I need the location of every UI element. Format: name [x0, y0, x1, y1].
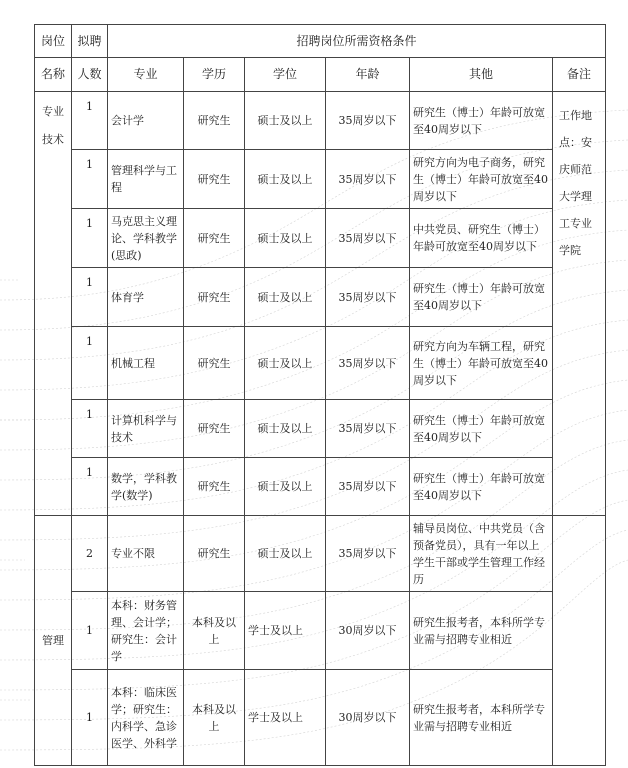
row-count: 1: [72, 268, 108, 327]
row-degree: 学士及以上: [245, 592, 326, 670]
row-education: 本科及以上: [184, 670, 245, 766]
header-count: 拟聘: [72, 25, 108, 58]
table-row: [35, 150, 606, 209]
row-age: 30周岁以下: [326, 670, 410, 766]
row-count: 1: [72, 400, 108, 458]
row-age: 35周岁以下: [326, 400, 410, 458]
row-major: 会计学: [108, 92, 184, 150]
header-count-2: 人数: [72, 58, 108, 92]
row-degree: 硕士及以上: [245, 92, 326, 150]
table-row: [35, 592, 606, 670]
group-management: 管理: [35, 516, 72, 766]
row-major: 本科：财务管理、会计学；研究生：会计学: [108, 592, 184, 670]
row-age: 35周岁以下: [326, 92, 410, 150]
header-note: 备注: [553, 58, 606, 92]
row-major: 机械工程: [108, 327, 184, 400]
row-other: 中共党员、研究生（博士）年龄可放宽至40周岁以下: [410, 209, 553, 268]
row-age: 35周岁以下: [326, 516, 410, 592]
row-other: 研究生（博士）年龄可放宽至40周岁以下: [410, 458, 553, 516]
table-row: [35, 458, 606, 516]
header-degree: 学位: [245, 58, 326, 92]
row-degree: 硕士及以上: [245, 150, 326, 209]
row-age: 35周岁以下: [326, 458, 410, 516]
row-count: 1: [72, 670, 108, 766]
table-row: [35, 268, 606, 327]
row-education: 研究生: [184, 458, 245, 516]
row-major: 管理科学与工程: [108, 150, 184, 209]
row-education: 研究生: [184, 400, 245, 458]
row-age: 35周岁以下: [326, 209, 410, 268]
row-count: 1: [72, 592, 108, 670]
row-education: 研究生: [184, 327, 245, 400]
row-other: 研究方向为电子商务，研究生（博士）年龄可放宽至40周岁以下: [410, 150, 553, 209]
row-count: 2: [72, 516, 108, 592]
row-education: 研究生: [184, 92, 245, 150]
table-row: [35, 400, 606, 458]
row-count: 1: [72, 458, 108, 516]
row-degree: 硕士及以上: [245, 209, 326, 268]
row-education: 研究生: [184, 268, 245, 327]
row-other: 研究生报考者，本科所学专业需与招聘专业相近: [410, 670, 553, 766]
row-age: 35周岁以下: [326, 327, 410, 400]
row-age: 30周岁以下: [326, 592, 410, 670]
row-major: 体育学: [108, 268, 184, 327]
row-other: 研究生（博士）年龄可放宽至40周岁以下: [410, 268, 553, 327]
header-post: 岗位: [35, 25, 72, 58]
row-major: 马克思主义理论、学科教学(思政): [108, 209, 184, 268]
row-degree: 硕士及以上: [245, 458, 326, 516]
row-other: 研究生（博士）年龄可放宽至40周岁以下: [410, 92, 553, 150]
row-degree: 硕士及以上: [245, 327, 326, 400]
header-post-2: 名称: [35, 58, 72, 92]
header-major: 专业: [108, 58, 184, 92]
row-major: 数学，学科教学(数学): [108, 458, 184, 516]
row-degree: 学士及以上: [245, 670, 326, 766]
header-education: 学历: [184, 58, 245, 92]
row-education: 本科及以上: [184, 592, 245, 670]
row-degree: 硕士及以上: [245, 400, 326, 458]
group-technical: 专业技术: [35, 92, 72, 516]
row-other: 研究方向为车辆工程，研究生（博士）年龄可放宽至40周岁以下: [410, 327, 553, 400]
note-empty: [553, 516, 606, 766]
recruitment-table: [34, 24, 606, 766]
row-education: 研究生: [184, 209, 245, 268]
row-other: 研究生（博士）年龄可放宽至40周岁以下: [410, 400, 553, 458]
row-other: 辅导员岗位、中共党员（含预备党员），具有一年以上学生干部或学生管理工作经历: [410, 516, 553, 592]
header-requirements: 招聘岗位所需资格条件: [108, 25, 606, 58]
row-major: 专业不限: [108, 516, 184, 592]
header-other: 其他: [410, 58, 553, 92]
header-row-1: [35, 25, 606, 58]
table-row: [35, 516, 606, 592]
row-major: 计算机科学与技术: [108, 400, 184, 458]
row-education: 研究生: [184, 516, 245, 592]
header-age: 年龄: [326, 58, 410, 92]
table-row: [35, 209, 606, 268]
row-other: 研究生报考者，本科所学专业需与招聘专业相近: [410, 592, 553, 670]
row-count: 1: [72, 327, 108, 400]
row-major: 本科：临床医学；研究生：内科学、急诊医学、外科学: [108, 670, 184, 766]
row-degree: 硕士及以上: [245, 516, 326, 592]
row-education: 研究生: [184, 150, 245, 209]
row-count: 1: [72, 209, 108, 268]
header-row-2: [35, 58, 606, 92]
row-count: 1: [72, 92, 108, 150]
table-row: [35, 670, 606, 766]
table-row: [35, 327, 606, 400]
row-count: 1: [72, 150, 108, 209]
row-age: 35周岁以下: [326, 268, 410, 327]
row-age: 35周岁以下: [326, 150, 410, 209]
table-row: [35, 92, 606, 150]
note-cell: 工作地点：安庆师范大学理工专业学院: [553, 92, 606, 516]
row-degree: 硕士及以上: [245, 268, 326, 327]
